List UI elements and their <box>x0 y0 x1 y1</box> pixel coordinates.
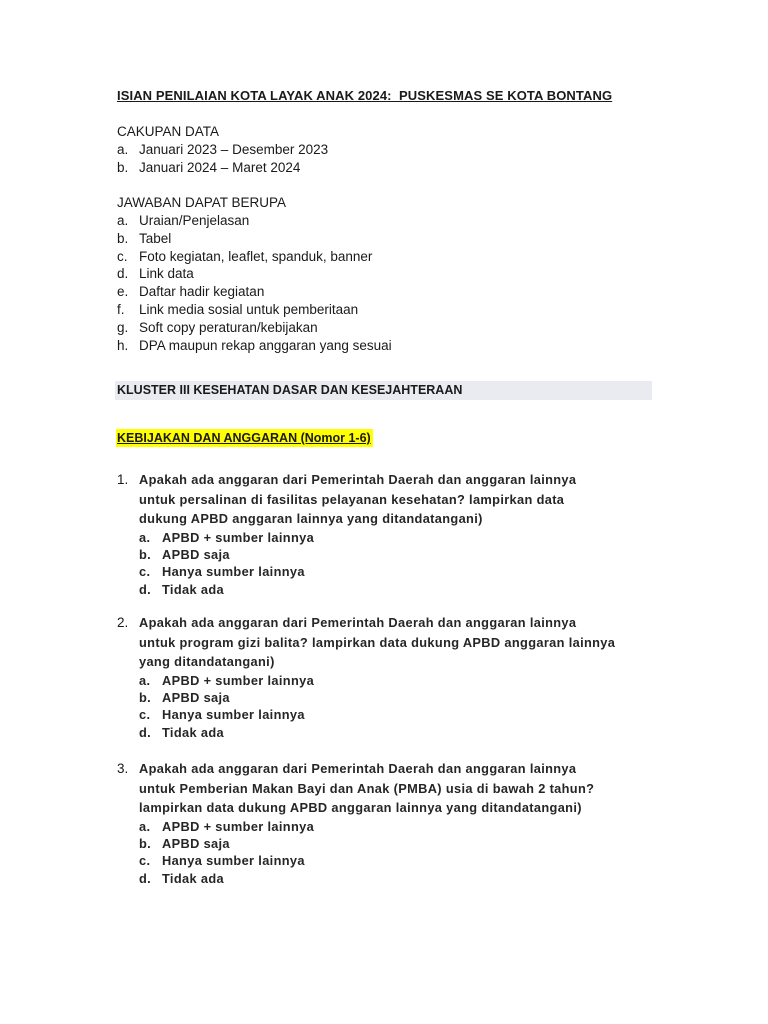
option-item: d. Tidak ada <box>139 870 224 886</box>
kebijakan-heading: KEBIJAKAN DAN ANGGARAN (Nomor 1-6) <box>117 431 371 445</box>
option-item: c. Hanya sumber lainnya <box>139 564 305 580</box>
list-item: b. Januari 2024 – Maret 2024 <box>117 159 301 175</box>
list-item: f. Link media sosial untuk pemberitaan <box>117 301 359 317</box>
list-item: h. DPA maupun rekap anggaran yang sesuai <box>117 337 392 353</box>
option-item: a. APBD + sumber lainnya <box>139 530 315 545</box>
list-item: g. Soft copy peraturan/kebijakan <box>117 319 318 335</box>
cakupan-list <box>117 141 328 177</box>
kluster-heading: KLUSTER III KESEHATAN DASAR DAN KESEJAHTERAAN <box>117 383 463 397</box>
cakupan-label: CAKUPAN DATA <box>117 124 220 139</box>
jawaban-label: JAWABAN DAPAT BERUPA <box>117 195 287 210</box>
list-item: a. Uraian/Penjelasan <box>117 213 250 228</box>
option-item: b. APBD saja <box>139 547 230 563</box>
option-item: a. APBD + sumber lainnya <box>139 673 315 688</box>
list-item: b. Tabel <box>117 230 172 246</box>
jawaban-list <box>117 212 392 354</box>
question-number: 1. <box>117 472 129 487</box>
question-text: Apakah ada anggaran dari Pemerintah Daerah dan anggaran lainnya untuk program gizi balita? lampirkan data dukung APBD anggaran lainnya yang ditandatangani) <box>139 615 616 669</box>
option-item: a. APBD + sumber lainnya <box>139 819 315 834</box>
question-number: 2. <box>117 615 129 630</box>
option-item: c. Hanya sumber lainnya <box>139 707 305 723</box>
question-text: Apakah ada anggaran dari Pemerintah Daerah dan anggaran lainnya untuk Pemberian Makan Bayi dan Anak (PMBA) usia di bawah 2 tahun? lampirkan data dukung APBD anggaran lainnya yang ditandatangani) <box>139 761 595 815</box>
question-options <box>139 529 314 598</box>
option-item: d. Tidak ada <box>139 724 224 740</box>
list-item: c. Foto kegiatan, leaflet, spanduk, banner <box>117 248 373 264</box>
question-options <box>139 818 314 887</box>
option-item: d. Tidak ada <box>139 581 224 597</box>
option-item: b. APBD saja <box>139 690 230 706</box>
question-text: Apakah ada anggaran dari Pemerintah Daerah dan anggaran lainnya untuk persalinan di fasilitas pelayanan kesehatan? lampirkan data dukung APBD anggaran lainnya yang ditandatangani) <box>139 472 577 526</box>
list-item: d. Link data <box>117 266 194 282</box>
question-options <box>139 672 314 741</box>
question-number: 3. <box>117 761 129 776</box>
option-item: c. Hanya sumber lainnya <box>139 853 305 869</box>
option-item: b. APBD saja <box>139 836 230 852</box>
list-item: e. Daftar hadir kegiatan <box>117 284 265 300</box>
list-item: a. Januari 2023 – Desember 2023 <box>117 142 329 157</box>
document-title: ISIAN PENILAIAN KOTA LAYAK ANAK 2024: PUSKESMAS SE KOTA BONTANG <box>117 88 613 103</box>
